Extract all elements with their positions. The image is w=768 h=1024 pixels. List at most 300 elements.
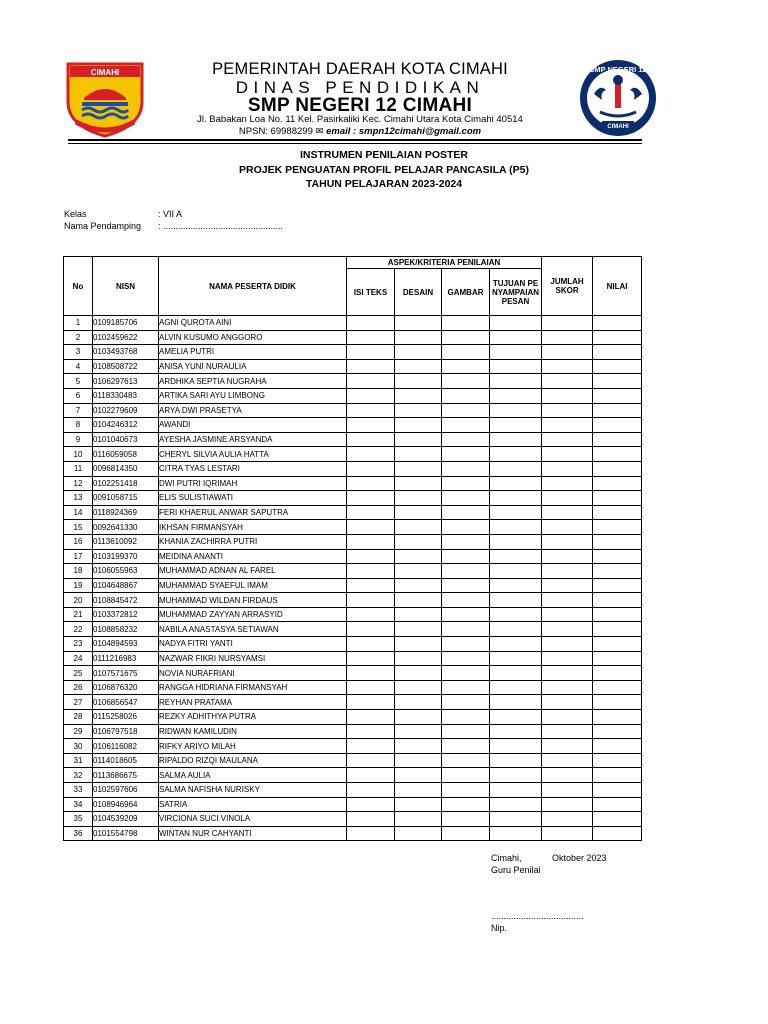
school-logo <box>576 58 660 138</box>
score-cell-jumlah-skor[interactable] <box>542 330 593 345</box>
score-cell-tujuan[interactable] <box>490 753 542 768</box>
score-cell-jumlah-skor[interactable] <box>542 797 593 812</box>
score-cell-nilai[interactable] <box>593 710 642 725</box>
score-cell-nilai[interactable] <box>593 403 642 418</box>
score-cell-gambar[interactable] <box>442 476 490 491</box>
score-cell-tujuan[interactable] <box>490 374 542 389</box>
row-no: 29 <box>64 724 93 739</box>
row-nisn: 0102597606 <box>93 783 159 798</box>
score-cell-desain[interactable] <box>395 520 442 535</box>
score-cell-nilai[interactable] <box>593 812 642 827</box>
score-cell-isi-teks[interactable] <box>347 622 395 637</box>
score-cell-nilai[interactable] <box>593 374 642 389</box>
score-cell-jumlah-skor[interactable] <box>542 680 593 695</box>
score-cell-jumlah-skor[interactable] <box>542 607 593 622</box>
score-cell-nilai[interactable] <box>593 330 642 345</box>
score-cell-jumlah-skor[interactable] <box>542 549 593 564</box>
score-cell-isi-teks[interactable] <box>347 768 395 783</box>
table-row <box>64 359 642 374</box>
row-nisn: 0108946964 <box>93 797 159 812</box>
row-no: 20 <box>64 593 93 608</box>
row-nisn: 0113610092 <box>93 534 159 549</box>
score-cell-nilai[interactable] <box>593 753 642 768</box>
pendamping-label: Nama Pendamping <box>64 221 142 231</box>
score-cell-isi-teks[interactable] <box>347 374 395 389</box>
score-cell-jumlah-skor[interactable] <box>542 783 593 798</box>
score-cell-desain[interactable] <box>395 418 442 433</box>
score-cell-nilai[interactable] <box>593 316 642 331</box>
score-cell-desain[interactable] <box>395 491 442 506</box>
score-cell-isi-teks[interactable] <box>347 578 395 593</box>
row-nama: SATRIA <box>159 797 347 812</box>
sig-role: Guru Penilai <box>491 865 541 875</box>
score-cell-gambar[interactable] <box>442 388 490 403</box>
score-cell-desain[interactable] <box>395 666 442 681</box>
score-cell-isi-teks[interactable] <box>347 666 395 681</box>
kelas-label: Kelas <box>64 209 87 219</box>
score-cell-gambar[interactable] <box>442 374 490 389</box>
score-cell-desain[interactable] <box>395 637 442 652</box>
score-cell-jumlah-skor[interactable] <box>542 826 593 841</box>
score-cell-isi-teks[interactable] <box>347 783 395 798</box>
score-cell-gambar[interactable] <box>442 680 490 695</box>
score-cell-tujuan[interactable] <box>490 505 542 520</box>
row-nisn: 0102459622 <box>93 330 159 345</box>
score-cell-jumlah-skor[interactable] <box>542 447 593 462</box>
row-nama: FERI KHAERUL ANWAR SAPUTRA <box>159 505 347 520</box>
score-cell-nilai[interactable] <box>593 491 642 506</box>
score-cell-jumlah-skor[interactable] <box>542 418 593 433</box>
score-cell-isi-teks[interactable] <box>347 797 395 812</box>
table-row <box>64 783 642 798</box>
score-cell-nilai[interactable] <box>593 622 642 637</box>
score-cell-gambar[interactable] <box>442 549 490 564</box>
score-cell-isi-teks[interactable] <box>347 476 395 491</box>
score-cell-gambar[interactable] <box>442 578 490 593</box>
score-cell-jumlah-skor[interactable] <box>542 491 593 506</box>
score-cell-isi-teks[interactable] <box>347 403 395 418</box>
score-cell-tujuan[interactable] <box>490 534 542 549</box>
score-cell-nilai[interactable] <box>593 578 642 593</box>
score-cell-tujuan[interactable] <box>490 768 542 783</box>
header-nama: NAMA PESERTA DIDIK <box>159 257 347 316</box>
score-cell-tujuan[interactable] <box>490 695 542 710</box>
score-cell-tujuan[interactable] <box>490 476 542 491</box>
row-nama: KHANIA ZACHIRRA PUTRI <box>159 534 347 549</box>
table-row <box>64 432 642 447</box>
score-cell-tujuan[interactable] <box>490 826 542 841</box>
score-cell-tujuan[interactable] <box>490 564 542 579</box>
row-nama: MUHAMMAD ADNAN AL FAREL <box>159 564 347 579</box>
score-cell-desain[interactable] <box>395 447 442 462</box>
score-cell-desain[interactable] <box>395 549 442 564</box>
score-cell-tujuan[interactable] <box>490 680 542 695</box>
row-no: 17 <box>64 549 93 564</box>
score-cell-desain[interactable] <box>395 476 442 491</box>
score-cell-tujuan[interactable] <box>490 739 542 754</box>
score-cell-gambar[interactable] <box>442 710 490 725</box>
score-cell-isi-teks[interactable] <box>347 680 395 695</box>
row-nisn: 0103199370 <box>93 549 159 564</box>
score-cell-gambar[interactable] <box>442 812 490 827</box>
score-cell-nilai[interactable] <box>593 418 642 433</box>
score-cell-jumlah-skor[interactable] <box>542 812 593 827</box>
doc-title-3: TAHUN PELAJARAN 2023-2024 <box>305 178 463 190</box>
score-cell-desain[interactable] <box>395 374 442 389</box>
score-cell-gambar[interactable] <box>442 359 490 374</box>
score-cell-isi-teks[interactable] <box>347 695 395 710</box>
table-row <box>64 388 642 403</box>
row-no: 8 <box>64 418 93 433</box>
row-no: 21 <box>64 607 93 622</box>
row-no: 4 <box>64 359 93 374</box>
score-cell-gambar[interactable] <box>442 826 490 841</box>
score-cell-nilai[interactable] <box>593 345 642 360</box>
score-cell-jumlah-skor[interactable] <box>542 476 593 491</box>
score-cell-tujuan[interactable] <box>490 637 542 652</box>
assessment-table <box>63 256 642 841</box>
row-nisn: 0092641330 <box>93 520 159 535</box>
kop-email: email : smpn12cimahi@gmail.com <box>326 126 482 137</box>
score-cell-desain[interactable] <box>395 388 442 403</box>
sig-line: ..................................... <box>491 911 584 921</box>
score-cell-nilai[interactable] <box>593 505 642 520</box>
row-nama: SALMA AULIA <box>159 768 347 783</box>
score-cell-tujuan[interactable] <box>490 403 542 418</box>
row-nisn: 0106055963 <box>93 564 159 579</box>
score-cell-gambar[interactable] <box>442 783 490 798</box>
score-cell-desain[interactable] <box>395 651 442 666</box>
score-cell-desain[interactable] <box>395 316 442 331</box>
score-cell-jumlah-skor[interactable] <box>542 724 593 739</box>
row-no: 28 <box>64 710 93 725</box>
score-cell-desain[interactable] <box>395 564 442 579</box>
score-cell-gambar[interactable] <box>442 345 490 360</box>
score-cell-isi-teks[interactable] <box>347 447 395 462</box>
score-cell-tujuan[interactable] <box>490 330 542 345</box>
score-cell-gambar[interactable] <box>442 724 490 739</box>
table-row <box>64 637 642 652</box>
score-cell-nilai[interactable] <box>593 768 642 783</box>
score-cell-gambar[interactable] <box>442 491 490 506</box>
score-cell-desain[interactable] <box>395 739 442 754</box>
table-row <box>64 695 642 710</box>
row-nama: NOVIA NURAFRIANI <box>159 666 347 681</box>
row-no: 9 <box>64 432 93 447</box>
row-no: 24 <box>64 651 93 666</box>
row-nama: RIDWAN KAMILUDIN <box>159 724 347 739</box>
row-no: 18 <box>64 564 93 579</box>
score-cell-tujuan[interactable] <box>490 520 542 535</box>
score-cell-jumlah-skor[interactable] <box>542 637 593 652</box>
score-cell-desain[interactable] <box>395 403 442 418</box>
score-cell-desain[interactable] <box>395 593 442 608</box>
score-cell-jumlah-skor[interactable] <box>542 359 593 374</box>
row-nama: IKHSAN FIRMANSYAH <box>159 520 347 535</box>
score-cell-gambar[interactable] <box>442 607 490 622</box>
score-cell-nilai[interactable] <box>593 549 642 564</box>
score-cell-jumlah-skor[interactable] <box>542 768 593 783</box>
score-cell-gambar[interactable] <box>442 330 490 345</box>
row-nisn: 0115258026 <box>93 710 159 725</box>
score-cell-tujuan[interactable] <box>490 316 542 331</box>
score-cell-jumlah-skor[interactable] <box>542 534 593 549</box>
score-cell-nilai[interactable] <box>593 432 642 447</box>
score-cell-gambar[interactable] <box>442 316 490 331</box>
score-cell-nilai[interactable] <box>593 739 642 754</box>
score-cell-desain[interactable] <box>395 607 442 622</box>
score-cell-gambar[interactable] <box>442 418 490 433</box>
score-cell-jumlah-skor[interactable] <box>542 753 593 768</box>
score-cell-jumlah-skor[interactable] <box>542 432 593 447</box>
table-row <box>64 330 642 345</box>
score-cell-desain[interactable] <box>395 359 442 374</box>
score-cell-isi-teks[interactable] <box>347 812 395 827</box>
score-cell-tujuan[interactable] <box>490 812 542 827</box>
score-cell-isi-teks[interactable] <box>347 651 395 666</box>
score-cell-desain[interactable] <box>395 783 442 798</box>
score-cell-isi-teks[interactable] <box>347 710 395 725</box>
score-cell-gambar[interactable] <box>442 564 490 579</box>
score-cell-jumlah-skor[interactable] <box>542 739 593 754</box>
score-cell-tujuan[interactable] <box>490 447 542 462</box>
score-cell-gambar[interactable] <box>442 534 490 549</box>
score-cell-nilai[interactable] <box>593 388 642 403</box>
row-nama: ANISA YUNI NURAULIA <box>159 359 347 374</box>
score-cell-desain[interactable] <box>395 432 442 447</box>
score-cell-desain[interactable] <box>395 461 442 476</box>
score-cell-jumlah-skor[interactable] <box>542 388 593 403</box>
table-row <box>64 476 642 491</box>
row-no: 19 <box>64 578 93 593</box>
score-cell-gambar[interactable] <box>442 447 490 462</box>
score-cell-nilai[interactable] <box>593 607 642 622</box>
table-row <box>64 651 642 666</box>
score-cell-isi-teks[interactable] <box>347 388 395 403</box>
header-aspek: ASPEK/KRITERIA PENILAIAN <box>347 257 542 269</box>
score-cell-desain[interactable] <box>395 534 442 549</box>
table-row <box>64 505 642 520</box>
score-cell-nilai[interactable] <box>593 447 642 462</box>
score-cell-nilai[interactable] <box>593 680 642 695</box>
score-cell-desain[interactable] <box>395 680 442 695</box>
score-cell-isi-teks[interactable] <box>347 826 395 841</box>
table-row <box>64 680 642 695</box>
score-cell-isi-teks[interactable] <box>347 345 395 360</box>
score-cell-jumlah-skor[interactable] <box>542 564 593 579</box>
score-cell-tujuan[interactable] <box>490 797 542 812</box>
score-cell-jumlah-skor[interactable] <box>542 593 593 608</box>
city-logo <box>62 58 148 138</box>
score-cell-jumlah-skor[interactable] <box>542 461 593 476</box>
score-cell-jumlah-skor[interactable] <box>542 374 593 389</box>
score-cell-nilai[interactable] <box>593 476 642 491</box>
kop-rule-thin <box>68 143 642 144</box>
score-cell-desain[interactable] <box>395 812 442 827</box>
score-cell-gambar[interactable] <box>442 505 490 520</box>
row-nisn: 0108858232 <box>93 622 159 637</box>
score-cell-nilai[interactable] <box>593 797 642 812</box>
score-cell-gambar[interactable] <box>442 637 490 652</box>
score-cell-gambar[interactable] <box>442 753 490 768</box>
score-cell-isi-teks[interactable] <box>347 549 395 564</box>
score-cell-desain[interactable] <box>395 578 442 593</box>
score-cell-isi-teks[interactable] <box>347 520 395 535</box>
score-cell-isi-teks[interactable] <box>347 359 395 374</box>
score-cell-jumlah-skor[interactable] <box>542 651 593 666</box>
score-cell-nilai[interactable] <box>593 359 642 374</box>
score-cell-nilai[interactable] <box>593 461 642 476</box>
score-cell-jumlah-skor[interactable] <box>542 622 593 637</box>
score-cell-gambar[interactable] <box>442 797 490 812</box>
row-nisn: 0111216983 <box>93 651 159 666</box>
score-cell-jumlah-skor[interactable] <box>542 403 593 418</box>
score-cell-nilai[interactable] <box>593 534 642 549</box>
row-no: 30 <box>64 739 93 754</box>
score-cell-nilai[interactable] <box>593 695 642 710</box>
score-cell-jumlah-skor[interactable] <box>542 345 593 360</box>
score-cell-isi-teks[interactable] <box>347 432 395 447</box>
score-cell-tujuan[interactable] <box>490 359 542 374</box>
score-cell-desain[interactable] <box>395 330 442 345</box>
row-nama: MUHAMMAD SYAEFUL IMAM <box>159 578 347 593</box>
row-nisn: 0103493768 <box>93 345 159 360</box>
row-nama: MEIDINA ANANTI <box>159 549 347 564</box>
score-cell-nilai[interactable] <box>593 666 642 681</box>
score-cell-nilai[interactable] <box>593 520 642 535</box>
score-cell-tujuan[interactable] <box>490 461 542 476</box>
mail-icon: ✉ <box>315 126 324 137</box>
score-cell-jumlah-skor[interactable] <box>542 578 593 593</box>
score-cell-tujuan[interactable] <box>490 345 542 360</box>
score-cell-desain[interactable] <box>395 695 442 710</box>
table-row <box>64 622 642 637</box>
score-cell-tujuan[interactable] <box>490 710 542 725</box>
score-cell-isi-teks[interactable] <box>347 607 395 622</box>
row-nisn: 0101040673 <box>93 432 159 447</box>
row-nama: ELIS SULISTIAWATI <box>159 491 347 506</box>
row-nama: MUHAMMAD WILDAN FIRDAUS <box>159 593 347 608</box>
score-cell-isi-teks[interactable] <box>347 534 395 549</box>
score-cell-nilai[interactable] <box>593 564 642 579</box>
score-cell-jumlah-skor[interactable] <box>542 505 593 520</box>
score-cell-tujuan[interactable] <box>490 549 542 564</box>
score-cell-isi-teks[interactable] <box>347 753 395 768</box>
score-cell-isi-teks[interactable] <box>347 564 395 579</box>
score-cell-isi-teks[interactable] <box>347 418 395 433</box>
row-nisn: 0116059058 <box>93 447 159 462</box>
row-nama: RANGGA HIDRIANA FIRMANSYAH <box>159 680 347 695</box>
score-cell-isi-teks[interactable] <box>347 724 395 739</box>
score-cell-nilai[interactable] <box>593 826 642 841</box>
score-cell-desain[interactable] <box>395 753 442 768</box>
score-cell-isi-teks[interactable] <box>347 739 395 754</box>
kelas-value: : VII A <box>158 209 183 219</box>
score-cell-isi-teks[interactable] <box>347 593 395 608</box>
table-row <box>64 534 642 549</box>
score-cell-nilai[interactable] <box>593 651 642 666</box>
score-cell-isi-teks[interactable] <box>347 491 395 506</box>
score-cell-desain[interactable] <box>395 724 442 739</box>
score-cell-jumlah-skor[interactable] <box>542 520 593 535</box>
score-cell-desain[interactable] <box>395 505 442 520</box>
score-cell-tujuan[interactable] <box>490 724 542 739</box>
score-cell-tujuan[interactable] <box>490 783 542 798</box>
score-cell-tujuan[interactable] <box>490 491 542 506</box>
header-tujuan: TUJUAN PENYAMPAIAN PESAN <box>490 269 542 316</box>
score-cell-isi-teks[interactable] <box>347 461 395 476</box>
score-cell-gambar[interactable] <box>442 593 490 608</box>
score-cell-desain[interactable] <box>395 768 442 783</box>
score-cell-jumlah-skor[interactable] <box>542 710 593 725</box>
score-cell-isi-teks[interactable] <box>347 505 395 520</box>
row-no: 7 <box>64 403 93 418</box>
row-nama: AGNI QUROTA AINI <box>159 316 347 331</box>
score-cell-desain[interactable] <box>395 826 442 841</box>
score-cell-gambar[interactable] <box>442 651 490 666</box>
score-cell-nilai[interactable] <box>593 637 642 652</box>
score-cell-jumlah-skor[interactable] <box>542 695 593 710</box>
table-row <box>64 374 642 389</box>
score-cell-isi-teks[interactable] <box>347 637 395 652</box>
score-cell-tujuan[interactable] <box>490 607 542 622</box>
score-cell-gambar[interactable] <box>442 695 490 710</box>
score-cell-jumlah-skor[interactable] <box>542 316 593 331</box>
score-cell-gambar[interactable] <box>442 403 490 418</box>
score-cell-gambar[interactable] <box>442 666 490 681</box>
row-nama: WINTAN NUR CAHYANTI <box>159 826 347 841</box>
score-cell-nilai[interactable] <box>593 593 642 608</box>
row-no: 31 <box>64 753 93 768</box>
score-cell-isi-teks[interactable] <box>347 330 395 345</box>
header-nisn: NISN <box>93 257 159 316</box>
score-cell-jumlah-skor[interactable] <box>542 666 593 681</box>
kop-government: PEMERINTAH DAERAH KOTA CIMAHI <box>212 60 508 78</box>
score-cell-tujuan[interactable] <box>490 418 542 433</box>
score-cell-nilai[interactable] <box>593 724 642 739</box>
row-no: 16 <box>64 534 93 549</box>
score-cell-tujuan[interactable] <box>490 388 542 403</box>
row-no: 2 <box>64 330 93 345</box>
score-cell-desain[interactable] <box>395 797 442 812</box>
score-cell-gambar[interactable] <box>442 461 490 476</box>
score-cell-tujuan[interactable] <box>490 593 542 608</box>
score-cell-gambar[interactable] <box>442 768 490 783</box>
score-cell-desain[interactable] <box>395 622 442 637</box>
score-cell-tujuan[interactable] <box>490 666 542 681</box>
row-nisn: 0106876320 <box>93 680 159 695</box>
score-cell-gambar[interactable] <box>442 520 490 535</box>
row-nama: NABILA ANASTASYA SETIAWAN <box>159 622 347 637</box>
table-row <box>64 549 642 564</box>
score-cell-gambar[interactable] <box>442 432 490 447</box>
row-nama: RIFKY ARIYO MILAH <box>159 739 347 754</box>
score-cell-tujuan[interactable] <box>490 651 542 666</box>
row-nisn: 0104539209 <box>93 812 159 827</box>
score-cell-desain[interactable] <box>395 710 442 725</box>
score-cell-tujuan[interactable] <box>490 622 542 637</box>
doc-title-1: INSTRUMEN PENILAIAN POSTER <box>299 149 468 161</box>
score-cell-nilai[interactable] <box>593 783 642 798</box>
score-cell-gambar[interactable] <box>442 739 490 754</box>
score-cell-isi-teks[interactable] <box>347 316 395 331</box>
score-cell-tujuan[interactable] <box>490 432 542 447</box>
table-row <box>64 447 642 462</box>
score-cell-gambar[interactable] <box>442 622 490 637</box>
row-nama: REYHAN PRATAMA <box>159 695 347 710</box>
score-cell-tujuan[interactable] <box>490 578 542 593</box>
score-cell-desain[interactable] <box>395 345 442 360</box>
